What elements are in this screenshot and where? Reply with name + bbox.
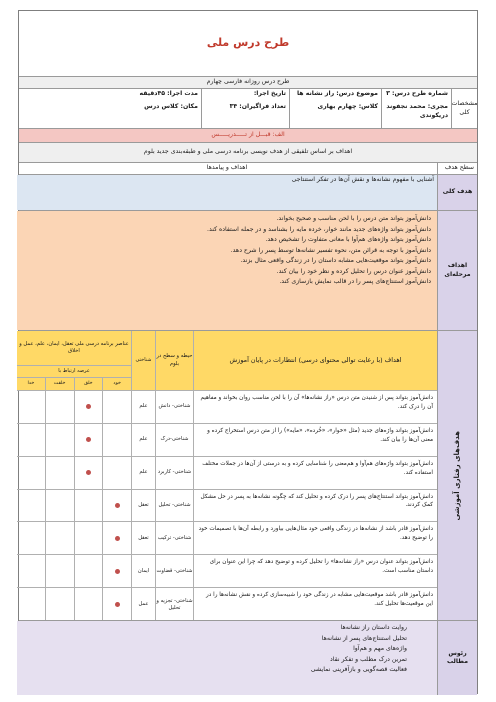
headings-list (17, 621, 437, 695)
behavior-goals-section (19, 331, 477, 621)
marker-dot-icon (86, 437, 91, 442)
relation-cell (102, 424, 131, 456)
heading-item: روایت داستان راز نشانه‌ها (340, 624, 407, 631)
stage-goal-item: دانش‌آموز بتواند متن درس را با لحن مناسب و صحیح بخواند. (276, 215, 431, 222)
heading-item: تحلیل استنتاج‌های پسر از نشانه‌ها (321, 634, 407, 642)
national-element: علم (131, 391, 155, 423)
marker-dot-icon (115, 503, 120, 508)
relation-cell (45, 490, 74, 522)
behavior-goal-text: دانش‌آموز بتواند استنتاج‌های پسر را درک کرده و تحلیل کند که چگونه نشانه‌ها به پسر در حل مشکل کمک کردند. (193, 490, 437, 522)
relation-cell (17, 522, 45, 554)
relation-cell (17, 424, 45, 456)
relation-cell (102, 555, 131, 587)
specs-row (19, 89, 477, 129)
relation-cells (17, 457, 131, 489)
relation-cells (17, 490, 131, 522)
marker-dot-icon (115, 569, 120, 574)
duration: مدت اجرا: ۴۵دقیقه (139, 90, 198, 97)
relation-cell (17, 490, 45, 522)
national-element: علم (131, 457, 155, 489)
relation-cell (74, 424, 103, 456)
behavior-row (17, 555, 437, 588)
run-date: تاریخ اجرا: (253, 90, 286, 97)
before-teaching-note: اهداف بر اساس تلفیقی از هدف نویسی برنامه درسی ملی و طبقه‌بندی جدید بلوم (143, 148, 353, 156)
relation-cell (102, 490, 131, 522)
bloom-domain: شناختی- تجزیه و تحلیل (155, 588, 193, 620)
general-goal-text: آشنایی با مفهوم نشانه‌ها و نقش آن‌ها در تفکر استنتاجی (291, 176, 434, 183)
behavior-row (17, 424, 437, 457)
behavior-goal-text: دانش‌آموز بتواند عنوان درس «راز نشانه‌ها» را تحلیل کرده و توضیح دهد که چرا این عنوان برای داستان مناسب است. (193, 555, 437, 587)
relation-cell (102, 391, 131, 423)
bloom-domain: شناختی- قضاوت (155, 555, 193, 587)
lesson-plan-page (18, 10, 478, 694)
elements-header: عناصر برنامه درسی ملی تعقل، ایمان، علم، عمل و اخلاق (19, 340, 129, 354)
behavior-goal-text: دانش‌آموز بتواند واژه‌های جدید (مثل «خوار»، «خُرده»، «مایه») را از متن درس استخراج کرده و معنی آن‌ها را بیان کند. (193, 424, 437, 456)
relation-cell (74, 522, 103, 554)
stage-goals-list (17, 211, 437, 330)
relations-header: عرصه ارتباط با (17, 365, 131, 377)
place: مکان: کلاس درس (144, 103, 198, 111)
relations-cols (17, 377, 131, 390)
relation-cell (45, 424, 74, 456)
relation-cell (74, 588, 103, 620)
relation-col: خود (102, 378, 131, 390)
bloom-domain: شناختی- تحلیل (155, 490, 193, 522)
page-title: طرح درس ملی (206, 36, 290, 50)
stage-goal-item: دانش‌آموز بتواند واژه‌های هم‌آوا با معانی متفاوت را تشخیص دهد. (265, 236, 431, 244)
relation-cells (17, 424, 131, 456)
goals-label: اهداف و پیامدها (206, 164, 248, 172)
national-element: علم (131, 424, 155, 456)
marker-dot-icon (115, 536, 120, 541)
class-name: کلاس: چهارم بهاری (317, 103, 378, 111)
before-teaching-heading: الف: قبـــل از تـــــدریـــــس (211, 131, 285, 139)
relation-cell (17, 588, 45, 620)
marker-dot-icon (86, 470, 91, 475)
level-label: سطح هدف (437, 163, 477, 174)
heading-item: تمرین درک مطلب و تفکر نقاد (330, 655, 407, 663)
relation-col: خلق (74, 378, 103, 390)
goals-label-row (19, 163, 477, 175)
behavior-goal-text: دانش‌آموز بتواند پس از شنیدن متن درس «راز نشانه‌ها» آن را با لحن مناسب روان بخواند و مفاهیم آن را درک کند. (193, 391, 437, 423)
relation-cell (102, 457, 131, 489)
relation-cell (17, 555, 45, 587)
relation-cell (45, 457, 74, 489)
heading-item: واژه‌های مهم و هم‌آوا (353, 645, 407, 653)
relation-cell (17, 391, 45, 423)
note-row (19, 143, 477, 163)
lesson-topic: موضوع درس: راز نشانه ها (296, 90, 378, 97)
relation-cells (17, 555, 131, 587)
bloom-domain: شناختی-درک (155, 424, 193, 456)
stage-goal-item: دانش‌آموز با توجه به قرائن متن، نحوه تفسیر نشانه‌ها توسط پسر را شرح دهد. (230, 246, 431, 254)
national-element: ایمان (131, 555, 155, 587)
relation-cell (74, 457, 103, 489)
behavior-goal-text: دانش‌آموز قادر باشد موقعیت‌هایی مشابه در زندگی خود را شبیه‌سازی کرده و نقش نشانه‌ها را در این موقعیت‌ها تحلیل کند. (193, 588, 437, 620)
heading-item: فعالیت قصه‌گویی و بازآفرینی نمایشی (310, 666, 407, 674)
relation-col: خلقت (45, 378, 74, 390)
stage-goal-item: دانش‌آموز استنتاج‌های پسر را در قالب نمایش بازسازی کند. (279, 278, 431, 286)
student-count: تعداد فراگیران: ۳۴ (229, 103, 286, 111)
behavior-row (17, 588, 437, 620)
plan-number: شماره طرح درس: ۳ (386, 90, 448, 97)
behavior-row (17, 457, 437, 490)
subtitle-row (19, 77, 477, 89)
stage-goals-label: اهداف مرحله‌ای (437, 211, 477, 330)
behavior-row (17, 391, 437, 424)
stage-goal-item: دانش‌آموز بتواند واژه‌های جدید مانند خوار، خرده مایه را بشناسد و در جمله استفاده کند. (207, 225, 431, 233)
domain-header: حیطه و سطح در بلوم (155, 331, 193, 390)
col-header: شناختی (131, 331, 155, 390)
bloom-domain: شناختی- ترکیب (155, 522, 193, 554)
relation-cell (45, 555, 74, 587)
behavior-header-text: اهداف (با رعایت توالی محتوای درسی) انتظارات در پایان آموزش (193, 331, 437, 390)
behavior-table (17, 331, 437, 620)
behavior-row (17, 522, 437, 555)
relation-cell (74, 490, 103, 522)
relation-cells (17, 391, 131, 423)
bloom-domain: شناختی- دانش (155, 391, 193, 423)
behavior-row (17, 490, 437, 523)
relation-col: خدا (27, 381, 35, 387)
headings-row (19, 621, 477, 695)
behavior-goals-label: هدف‌های رفتاری آموزشی (452, 430, 461, 521)
general-goal-label: هدف کلی (437, 175, 477, 210)
headings-label: رئوس مطالب (437, 621, 477, 695)
relation-cell (74, 391, 103, 423)
teacher-name: مجری: محمد نجفوند دریکوندی (386, 103, 448, 119)
relation-cell (17, 457, 45, 489)
stage-goal-item: دانش‌آموز بتواند موقعیت‌هایی مشابه داستان را در زندگی واقعی مثال بزند. (240, 257, 431, 265)
stage-goals-row (19, 211, 477, 331)
marker-dot-icon (86, 404, 91, 409)
relation-cell (45, 391, 74, 423)
national-element: تعقل (131, 522, 155, 554)
relation-cell (45, 588, 74, 620)
relation-cell (45, 522, 74, 554)
specs-label: مشخصات کلی (451, 89, 477, 128)
marker-dot-icon (115, 602, 120, 607)
stage-goal-item: دانش‌آموز عنوان درس را تحلیل کرده و نظر خود را بیان کند. (276, 267, 431, 275)
plan-subtitle: طرح درس روزانه فارسی چهارم (206, 78, 290, 86)
bloom-domain: شناختی- کاربرد (155, 457, 193, 489)
general-goal-row (19, 175, 477, 211)
behavior-goal-text: دانش‌آموز بتواند واژه‌های هم‌آوا و هم‌معنی را شناسایی کرده و به درستی از آن‌ها در جملات مختلف استفاده کند. (193, 457, 437, 489)
relation-cell (102, 522, 131, 554)
national-element: تعقل (131, 490, 155, 522)
behavior-table-header (17, 331, 437, 391)
relation-cells (17, 522, 131, 554)
title-row (19, 11, 477, 77)
national-element: عمل (131, 588, 155, 620)
before-teaching-row (19, 129, 477, 143)
behavior-goal-text: دانش‌آموز قادر باشد از نشانه‌ها در زندگی واقعی خود مثال‌هایی بیاورد و رابطه آن‌ها با تصمیمات خود را توضیح دهد. (193, 522, 437, 554)
relation-cell (102, 588, 131, 620)
relation-cells (17, 588, 131, 620)
relation-cell (74, 555, 103, 587)
